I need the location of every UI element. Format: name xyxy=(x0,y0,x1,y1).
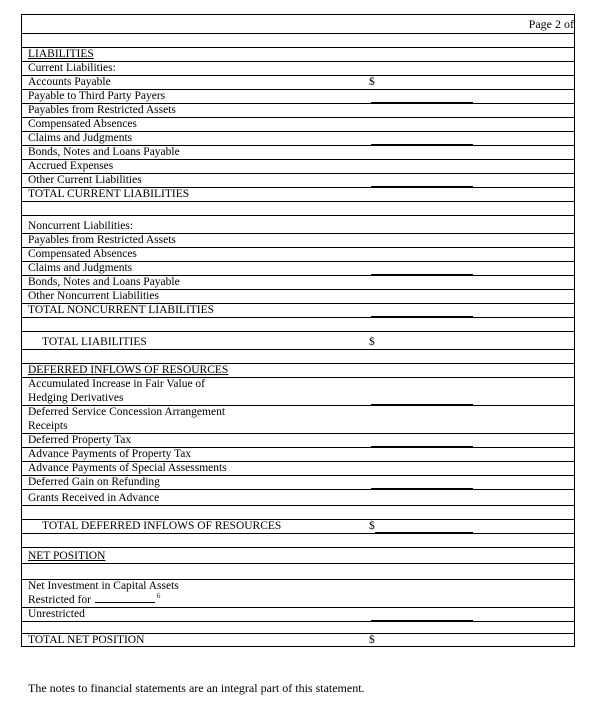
line-item-label: Accumulated Increase in Fair Value of xyxy=(28,378,206,390)
liabilities-heading: LIABILITIES xyxy=(28,48,94,60)
current-liabilities-heading: Current Liabilities: xyxy=(28,62,116,74)
deferred-inflows-heading-row xyxy=(22,363,574,377)
table-row xyxy=(22,593,574,607)
spacer-row xyxy=(22,349,574,363)
currency-symbol: $ xyxy=(369,634,375,646)
table-row xyxy=(22,461,574,475)
line-item-label: Bonds, Notes and Loans Payable xyxy=(28,276,180,288)
line-item-label: Payables from Restricted Assets xyxy=(28,234,176,246)
line-item-label: Accounts Payable xyxy=(28,76,111,88)
header-row xyxy=(22,15,574,33)
spacer-row xyxy=(22,33,574,47)
spacer-row xyxy=(22,563,574,579)
currency-symbol: $ xyxy=(369,520,375,532)
total-deferred-inflows-label: TOTAL DEFERRED INFLOWS OF RESOURCES xyxy=(42,520,282,532)
table-row xyxy=(22,261,574,275)
line-item-label: Restricted for xyxy=(28,594,91,606)
footnote-marker: 6 xyxy=(156,592,161,601)
current-liabilities-heading-row xyxy=(22,61,574,75)
table-row xyxy=(22,289,574,303)
table-row xyxy=(22,475,574,489)
total-noncurrent-liabilities-label: TOTAL NONCURRENT LIABILITIES xyxy=(28,304,215,316)
spacer-row xyxy=(22,201,574,215)
table-row xyxy=(22,173,574,187)
amount-blank[interactable] xyxy=(377,645,473,647)
deferred-inflows-heading: DEFERRED INFLOWS OF RESOURCES xyxy=(28,364,229,376)
table-row xyxy=(22,489,574,505)
footer-note: The notes to financial statements are an integral part of this statement. xyxy=(28,681,365,695)
line-item-label: Compensated Absences xyxy=(28,248,137,260)
table-row xyxy=(22,159,574,173)
table-row xyxy=(22,447,574,461)
line-item-label: Deferred Service Concession Arrangement xyxy=(28,406,226,418)
total-liabilities-label: TOTAL LIABILITIES xyxy=(42,336,147,348)
table-row xyxy=(22,131,574,145)
table-row xyxy=(22,89,574,103)
total-net-position-label: TOTAL NET POSITION xyxy=(28,634,145,646)
table-row xyxy=(22,405,574,419)
table-row xyxy=(22,117,574,131)
restricted-purpose-blank[interactable] xyxy=(95,593,155,603)
net-position-heading: NET POSITION xyxy=(28,550,106,562)
table-row xyxy=(22,391,574,405)
table-row xyxy=(22,377,574,391)
total-deferred-inflows-row xyxy=(22,519,574,533)
spacer-row xyxy=(22,533,574,547)
line-item-label: Advance Payments of Property Tax xyxy=(28,448,192,460)
line-item-label: Net Investment in Capital Assets xyxy=(28,580,179,592)
liabilities-heading-row xyxy=(22,47,574,61)
line-item-label: Receipts xyxy=(28,420,68,432)
table-row xyxy=(22,247,574,261)
line-item-label: Bonds, Notes and Loans Payable xyxy=(28,146,180,158)
table-row xyxy=(22,75,574,89)
total-row xyxy=(22,303,574,317)
line-item-label: Claims and Judgments xyxy=(28,262,133,274)
line-item-label: Advance Payments of Special Assessments xyxy=(28,462,227,474)
table-row xyxy=(22,275,574,289)
table-row xyxy=(22,233,574,247)
page-number: Page 2 of xyxy=(528,17,574,31)
table-row xyxy=(22,419,574,433)
restricted-for-line xyxy=(28,590,160,607)
line-item-label: Deferred Gain on Refunding xyxy=(28,476,160,488)
spacer-row xyxy=(22,505,574,519)
table-row xyxy=(22,103,574,117)
line-item-label: Claims and Judgments xyxy=(28,132,133,144)
line-item-label: Unrestricted xyxy=(28,608,85,620)
total-row xyxy=(22,187,574,201)
total-net-position-row xyxy=(22,633,574,647)
table-row xyxy=(22,433,574,447)
table-row xyxy=(22,607,574,621)
line-item-label: Grants Received in Advance xyxy=(28,492,160,504)
line-item-label: Hedging Derivatives xyxy=(28,392,124,404)
currency-symbol: $ xyxy=(369,336,375,348)
line-item-label: Other Current Liabilities xyxy=(28,174,142,186)
noncurrent-liabilities-heading: Noncurrent Liabilities: xyxy=(28,220,134,232)
spacer-row xyxy=(22,621,574,633)
line-item-label: Other Noncurrent Liabilities xyxy=(28,290,159,302)
line-item-label: Deferred Property Tax xyxy=(28,434,132,446)
line-item-label: Payables from Restricted Assets xyxy=(28,104,176,116)
net-position-heading-row xyxy=(22,547,574,563)
noncurrent-liabilities-heading-row xyxy=(22,215,574,233)
currency-symbol: $ xyxy=(369,76,375,88)
balance-sheet-form xyxy=(21,14,575,647)
line-item-label: Payable to Third Party Payers xyxy=(28,90,166,102)
table-row xyxy=(22,145,574,159)
total-liabilities-row xyxy=(22,331,574,349)
line-item-label: Compensated Absences xyxy=(28,118,137,130)
line-item-label: Accrued Expenses xyxy=(28,160,114,172)
total-current-liabilities-label: TOTAL CURRENT LIABILITIES xyxy=(28,188,190,200)
spacer-row xyxy=(22,317,574,331)
